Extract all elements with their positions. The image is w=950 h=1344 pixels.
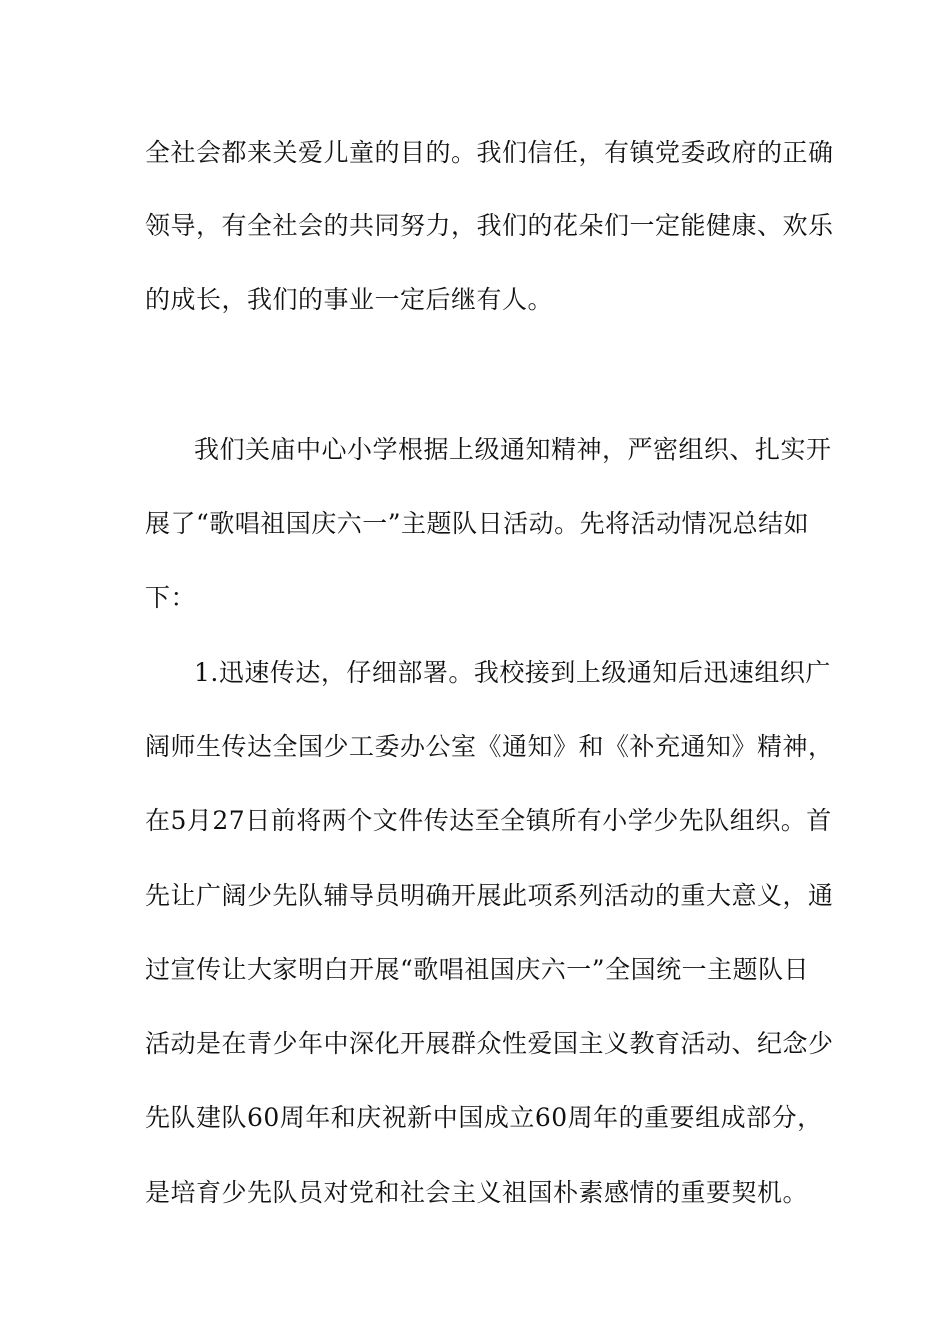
paragraph-2-line-3: 下：	[145, 583, 197, 612]
paragraph-2-line-1: 我们关庙中心小学根据上级通知精神，严密组织、扎实开	[194, 435, 832, 464]
paragraph-2-line-2: 展了“歌唱祖国庆六一”主题队日活动。先将活动情况总结如	[145, 509, 810, 538]
paragraph-3-line-5: 过宣传让大家明白开展“歌唱祖国庆六一”全国统一主题队日	[145, 955, 810, 984]
paragraph-1-line-1: 全社会都来关爱儿童的目的。我们信任，有镇党委政府的正确	[145, 138, 834, 167]
paragraph-1-line-2: 领导，有全社会的共同努力，我们的花朵们一定能健康、欢乐	[145, 211, 834, 240]
paragraph-1-line-3: 的成长，我们的事业一定后继有人。	[145, 285, 554, 314]
paragraph-3-line-6: 活动是在青少年中深化开展群众性爱国主义教育活动、纪念少	[145, 1029, 834, 1058]
paragraph-3-line-2: 阔师生传达全国少工委办公室《通知》和《补充通知》精神，	[145, 732, 834, 761]
paragraph-3-line-8: 是培育少先队员对党和社会主义祖国朴素感情的重要契机。	[145, 1178, 809, 1207]
paragraph-3-line-3: 在5月27日前将两个文件传达至全镇所有小学少先队组织。首	[145, 806, 832, 835]
paragraph-3-line-4: 先让广阔少先队辅导员明确开展此项系列活动的重大意义，通	[145, 881, 834, 910]
paragraph-3-line-7: 先队建队60周年和庆祝新中国成立60周年的重要组成部分，	[145, 1103, 823, 1132]
paragraph-3-line-1: 1.迅速传达，仔细部署。我校接到上级通知后迅速组织广	[194, 658, 831, 687]
